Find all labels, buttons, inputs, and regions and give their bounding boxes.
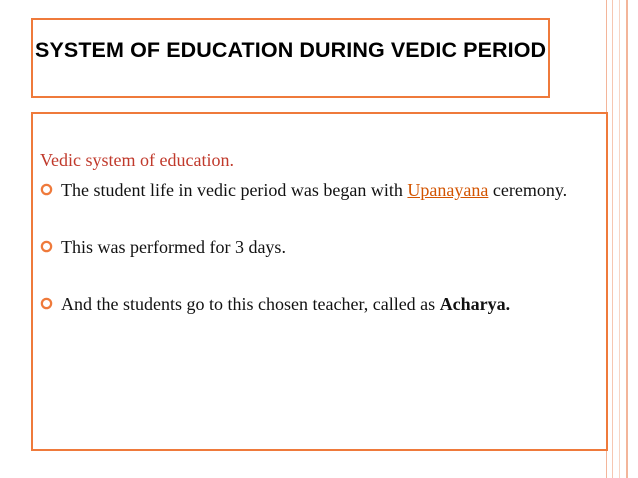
decorative-stripe xyxy=(612,0,613,478)
title-box xyxy=(31,18,550,98)
circle-dot-icon xyxy=(40,183,53,196)
slide-title: SYSTEM OF EDUCATION DURING VEDIC PERIOD xyxy=(35,38,547,62)
decorative-stripe xyxy=(619,0,620,478)
subheading: Vedic system of education. xyxy=(40,150,234,170)
circle-dot-icon xyxy=(40,240,53,253)
circle-dot-icon xyxy=(40,297,53,310)
acharya-term: Acharya. xyxy=(439,294,511,314)
upanayana-link[interactable]: Upanayana xyxy=(407,180,489,200)
decorative-stripe xyxy=(626,0,628,478)
bullet-text: This was performed for 3 days. xyxy=(61,237,286,257)
content-box xyxy=(31,112,608,451)
bullet-item xyxy=(40,292,600,316)
bullet-list xyxy=(40,178,600,316)
bullet-item xyxy=(40,178,600,202)
bullet-text: The student life in vedic period was began with xyxy=(61,180,408,200)
bullet-item xyxy=(40,235,600,259)
bullet-text: ceremony. xyxy=(488,180,568,200)
bullet-text: And the students go to this chosen teacher, called as xyxy=(61,294,440,314)
